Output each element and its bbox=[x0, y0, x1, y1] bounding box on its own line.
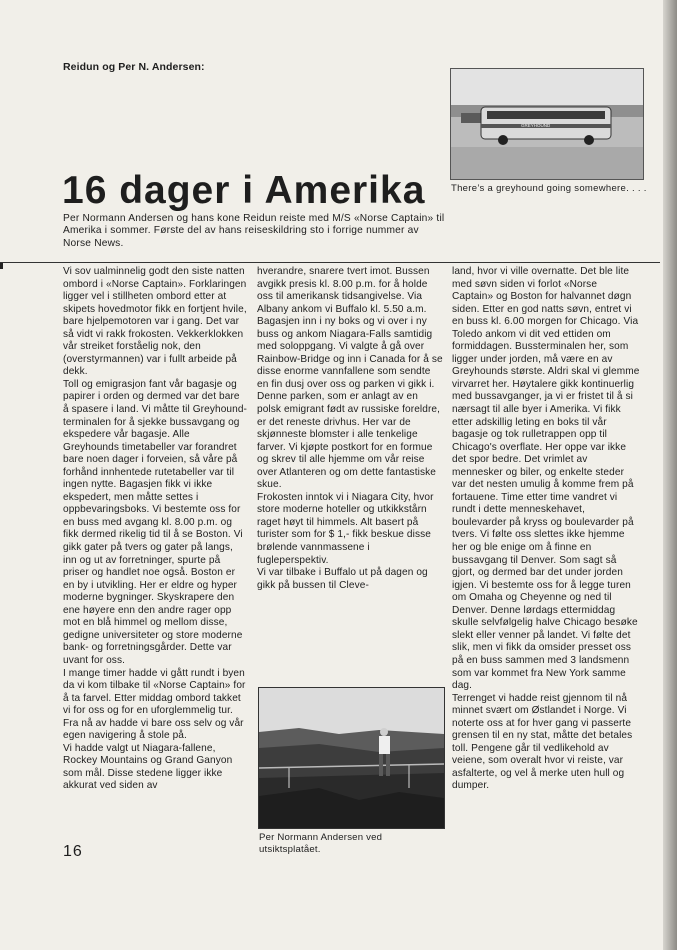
article-title: 16 dager i Amerika bbox=[62, 169, 426, 212]
paragraph: land, hvor vi ville overnatte. Det ble lite med søvn siden vi forlot «Norse Captain» og Boston for halvannet døgn siden. Etter en god natts søvn, entret vi en buss kl. 6.00 morgen for Chicago. Via Toledo ankom vi dit ved ettiden om formiddagen. Bussterminalen her, som ligger under jorden, må være en av Greyhounds største. Aldri skal vi glemme virvarret her. Høytalere gikk kontinuerlig med bussavganger, ja vi er fristet til å si nærsagt til alle byer i Amerika. Vi fikk etter adskillig leting en boks til vår bagasje og tok rulletrappen opp til Chicago's overflate. Her oppe var ikke det spor bedre. Det vrimlet av mennesker og biler, og enkelte steder var det nesten umulig å komme frem på fortauene. Time etter time vandret vi rundt i dette menneskehavet, boulevarder på kryss og boulevarder på tvers. Vi følte oss slettes ikke hjemme her og ble enige om å finne en bussavgang til Denver. Som sagt så gjort, og dermed bar det under jorden igjen. Vi bestemte oss for å legge turen om Omaha og Cheyenne og ned til Denver. Denne lørdags ettermiddag skulle selvfølgelig halve Chicago besøke slekt eller venner på landet. Vi følte det slik, men vi fikk da omsider presset oss på en buss sammen med 3 landsmenn som var kommet fra New York samme dag. bbox=[452, 266, 640, 692]
bus-shape bbox=[481, 107, 611, 145]
divider-tick bbox=[0, 263, 3, 269]
paragraph: Toll og emigrasjon fant vår bagasje og papirer i orden og dermed var det bare å spasere i land. Vi måtte til Greyhound-terminalen for å sjekke bussavgang og ekspedere vår bagasje. Alle Greyhounds timetabeller var forandret bare noen dager i forveien, så våre på forhånd innhentede rutetabeller var til ingen nytte. Bagasjen fikk vi ikke ekspedert, men måtte settes i oppbevaringsboks. Vi bestemte oss for en buss med avgang kl. 8.00 p.m. og fikk dermed rikelig tid til å se Boston. Vi gikk gater på tvers og gater på langs, inn og ut av forretninger, spurte på priser og handlet noe også. Boston er en by i utvikling. Her er eldre og hyper moderne bygninger. Skyskrapere den ene høyere enn den andre rager opp mot en blå himmel og mellom disse, gedigne universiteter og store moderne bank- og forretningsgårder. Dette var uvant for oss. bbox=[63, 378, 248, 666]
paragraph: Frokosten inntok vi i Niagara City, hvor store moderne hoteller og utkikkstårn raget høyt til himmels. Alt basert på turister som for $ 1,- fikk beskue disse brølende vannmassene i fugleperspektiv. bbox=[257, 491, 434, 566]
paragraph: Vi hadde valgt ut Niagara-fallene, Rockey Mountains og Grand Ganyon som mål. Disse stedene ligger ikke akkurat ved siden av bbox=[63, 742, 233, 792]
bus-sign-text: GREYHOUND bbox=[521, 123, 551, 128]
page-number: 16 bbox=[63, 843, 83, 860]
column-1 bbox=[63, 266, 248, 793]
paragraph: I mange timer hadde vi gått rundt i byen da vi kom tilbake til «Norse Captain» for å ta farvel. Etter middag ombord takket vi for oss og for en uforglemmelig tur. Fra nå av hadde vi bare oss selv og vår egen navigering å stole på. bbox=[63, 667, 246, 742]
column-2 bbox=[257, 266, 444, 592]
paragraph: Vi var tilbake i Buffalo ut på dagen og gikk på bussen til Cleve- bbox=[257, 567, 428, 591]
page-edge-shadow bbox=[663, 0, 677, 950]
divider-line bbox=[0, 262, 660, 263]
paragraph: hverandre, snarere tvert imot. Bussen avgikk presis kl. 8.00 p.m. for å holde oss til amerikansk tidsangivelse. Via Albany ankom vi Buffalo kl. 5.50 a.m. Bagasjen inn i ny boks og vi over i ny buss og ankom Niagara-Falls samtidig med soloppgang. Vi valgte å gå over Rainbow-Bridge og inn i Canada for å se disse enorme vannfallene som sendte en fin dusj over oss og parken vi gikk i. Denne parken, som er anlagt av en polsk emigrant født av russiske foreldre, er det reneste drivhus. Her var de skjønneste blomster i alle tenkelige farver. Vi kjøpte postkort for en formue og skrev til alle hjemme om vår reise over Atlanteren og om dette fantastiske skue. bbox=[257, 266, 443, 491]
overlook-photo bbox=[258, 687, 445, 829]
author-byline: Reidun og Per N. Andersen: bbox=[63, 61, 205, 73]
paragraph: Terrenget vi hadde reist gjennom til nå minnet svært om Østlandet i Norge. Vi noterte oss at for hver gang vi passerte grensen til en ny stat, måtte det betales toll. Pengene går til vedlikehold av veiene, som overalt hvor vi reiste, var asfalterte, og vel å merke uten hull og dumper. bbox=[452, 692, 633, 792]
paragraph: Vi sov ualminnelig godt den siste natten ombord i «Norse Captain». Forklaringen ligger vel i stillheten ombord etter at skipets hovedmotor fikk en fortjent hvile, bare hjelpemotoren var i gang. Det var så vidt vi rakk frokosten. Vekkerklokken vår streiket forståelig nok, den (overstyrmannen) var i fullt arbeide på dekk. bbox=[63, 266, 247, 378]
bus-photo-caption: There’s a greyhound going somewhere. . . . bbox=[451, 183, 647, 194]
column-3 bbox=[452, 266, 640, 793]
greyhound-bus-photo bbox=[450, 68, 644, 180]
overlook-photo-caption: Per Normann Andersen ved utsiktsplatået. bbox=[259, 832, 383, 855]
article-intro: Per Normann Andersen og hans kone Reidun reiste med M/S «Norse Captain» til Amerika i sommer. Første del av hans reiseskildring sto i forrige nummer av Norse News. bbox=[63, 213, 445, 249]
